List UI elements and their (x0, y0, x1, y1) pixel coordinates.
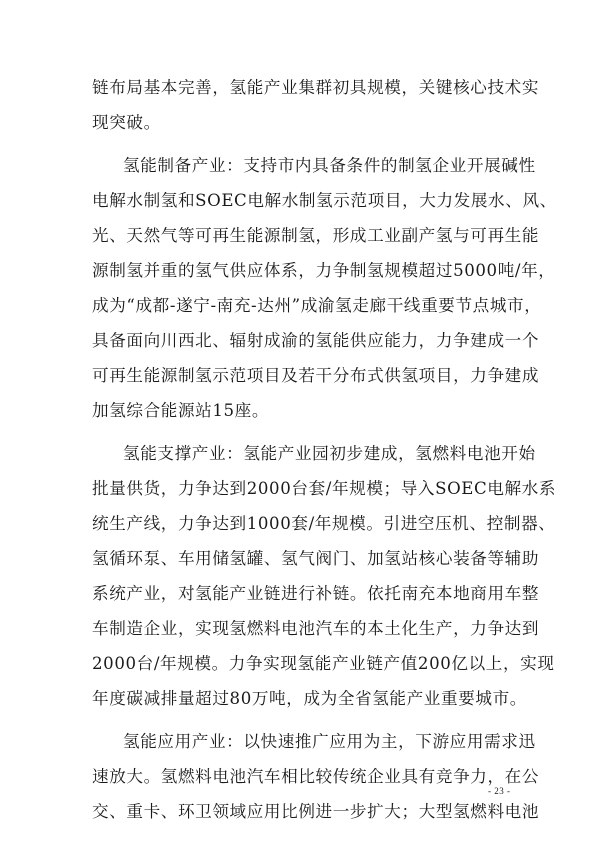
paragraph-hydrogen-application-line-3: 交、重卡、环卫领域应用比例进一步扩大；大型氢燃料电池 (92, 802, 540, 821)
paragraph-hydrogen-application-line-2: 速放大。氢燃料电池汽车相比较传统企业具有竞争力，在公 (92, 767, 540, 786)
paragraph-hydrogen-support-line-8: 年度碳减排量超过80万吨，成为全省氢能产业重要城市。 (92, 689, 527, 708)
paragraph-hydrogen-production-line-5: 成为“成都-遂宁-南充-达州”成渝氢走廊干线重要节点城市， (92, 296, 542, 315)
paragraph-hydrogen-production-line-6: 具备面向川西北、辐射成渝的氢能供应能力，力争建成一个 (92, 331, 540, 350)
paragraph-hydrogen-support-line-4: 氢循环泵、车用储氢罐、氢气阀门、加氢站核心装备等辅助 (92, 549, 540, 568)
page-number: - 23 - (488, 786, 511, 796)
paragraph-hydrogen-support-line-5: 系统产业，对氢能产业链进行补链。依托南充本地商用车整 (92, 584, 540, 603)
paragraph-hydrogen-production-line-1: 氢能制备产业：支持市内具备条件的制氢企业开展碱性 (123, 156, 536, 175)
paragraph-hydrogen-support-line-3: 统生产线，力争达到1000套/年规模。引进空压机、控制器、 (92, 514, 556, 533)
paragraph-hydrogen-production-line-2: 电解水制氢和SOEC电解水制氢示范项目，大力发展水、风、 (92, 191, 557, 210)
paragraph-hydrogen-support-line-7: 2000台/年规模。力争实现氢能产业链产值200亿以上，实现 (92, 654, 555, 673)
paragraph-hydrogen-support-line-1: 氢能支撑产业：氢能产业园初步建成，氢燃料电池开始 (123, 444, 536, 463)
text-line-1: 链布局基本完善，氢能产业集群初具规模，关键核心技术实 (92, 78, 540, 97)
text-line-2: 现突破。 (92, 113, 161, 132)
paragraph-hydrogen-support-line-6: 车制造企业，实现氢燃料电池汽车的本土化生产，力争达到 (92, 619, 540, 638)
paragraph-hydrogen-production-line-8: 加氢综合能源站15座。 (92, 401, 270, 420)
paragraph-hydrogen-production-line-7: 可再生能源制氢示范项目及若干分布式供氢项目，力争建成 (92, 366, 540, 385)
paragraph-hydrogen-support-line-2: 批量供货，力争达到2000台套/年规模；导入SOEC电解水系 (92, 479, 557, 498)
paragraph-hydrogen-application-line-1: 氢能应用产业：以快速推广应用为主，下游应用需求迅 (123, 732, 536, 751)
paragraph-hydrogen-production-line-4: 源制氢并重的氢气供应体系，力争制氢规模超过5000吨/年， (92, 261, 556, 280)
paragraph-hydrogen-production-line-3: 光、天然气等可再生能源制氢，形成工业副产氢与可再生能 (92, 226, 540, 245)
